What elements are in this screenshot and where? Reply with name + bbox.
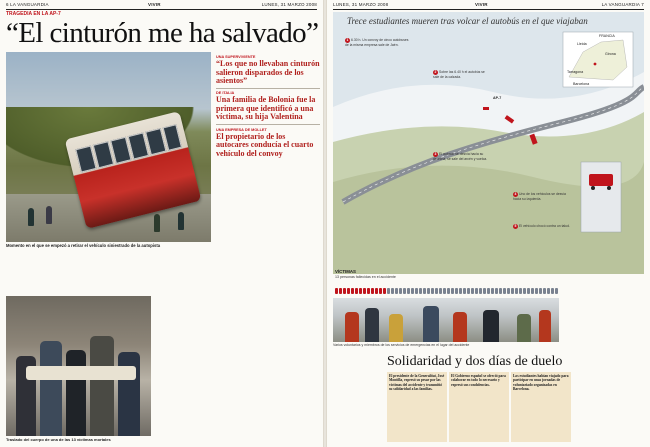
sidebar-head: El propietario de los autocares conducía el cuarto vehículo del convoy [216,131,314,158]
victim-survivor-icon [471,288,474,294]
victim-survivor-icon [403,288,406,294]
victims-heading: VÍCTIMAS [335,269,356,274]
solidarity-headline: Solidaridad y dos días de duelo [387,354,563,369]
victim-fatal-icon [367,288,370,294]
folio-right: LA VANGUARDIA 7 [601,2,644,7]
map-label-barcelona: Barcelona [573,82,590,86]
victim-fatal-icon [343,288,346,294]
victim-survivor-icon [431,288,434,294]
victim-fatal-icon [335,288,338,294]
folio-section: VIVIR [148,2,161,7]
victim-survivor-icon [539,288,542,294]
headline: “El cinturón me ha salvado” [6,17,319,49]
victim-survivor-icon [411,288,414,294]
victim-survivor-icon [459,288,462,294]
sidebar-kicker: UNA EMPRESA DE MOLLET [216,127,267,132]
victim-survivor-icon [455,288,458,294]
victim-fatal-icon [371,288,374,294]
victim-survivor-icon [543,288,546,294]
victim-fatal-icon [363,288,366,294]
victim-fatal-icon [355,288,358,294]
infographic-note: 4 Uno de los vehículos se desvía hacia su izquierda. [513,192,566,201]
victim-survivor-icon [551,288,554,294]
victim-survivor-icon [427,288,430,294]
infographic-note: 3 El autocar se desvía hacia su derecha, se sale del arcén y vuelca. [433,152,488,161]
folio-date: LUNES, 31 MARZO 2008 [333,2,389,7]
victim-survivor-icon [395,288,398,294]
victim-survivor-icon [511,288,514,294]
accident-infographic [333,12,644,274]
sidebar-head: Una familia de Bolonia fue la primera que identificó a una víctima, su hija Valentina [216,95,316,122]
photo2-caption: Traslado del cuerpo de una de las 13 víctimas mortales [6,437,111,442]
victim-fatal-icon [375,288,378,294]
sidebar-head: “Los que no llevaban cinturón salieron disparados de los asientos” [216,59,320,86]
highlight-box: Los estudiantes habían viajado para participar en unas jornadas de voluntariado organizadas en Barcelona. [511,372,571,442]
highlight-box: El presidente de la Generalitat, José Montilla, expresó su pesar por las víctimas del accidente y transmitió su solidaridad a las familias. [387,372,447,442]
victim-survivor-icon [439,288,442,294]
victims-pictogram [335,281,646,289]
infographic-title: Trece estudiantes mueren tras volcar el autobús en el que viajaban [347,16,588,26]
victim-survivor-icon [435,288,438,294]
highlight-box: El Gobierno español se ofreció para colaborar en todo lo necesario y expresó sus condolencias. [449,372,509,442]
photo-stretcher [6,296,151,436]
victim-survivor-icon [531,288,534,294]
section-tag: TRAGEDIA EN LA AP-7 [6,11,61,17]
victim-survivor-icon [519,288,522,294]
victim-survivor-icon [523,288,526,294]
victim-survivor-icon [475,288,478,294]
right-page [327,0,650,447]
infographic-note: 2 Sobre las 6.40 h el autobús se sale de la calzada. [433,70,485,79]
victim-survivor-icon [547,288,550,294]
folio-left: 6 LA VANGUARDIA [6,2,49,7]
infographic-note: 5 El vehículo chocó contra un talud. [514,224,570,228]
victim-survivor-icon [491,288,494,294]
victim-survivor-icon [447,288,450,294]
folio-date: LUNES, 31 MARZO 2008 [261,2,317,7]
victim-survivor-icon [387,288,390,294]
folio-rule [333,9,644,10]
victim-fatal-icon [383,288,386,294]
victims-subheading: 13 personas fallecidas en el accidente [335,275,396,279]
victim-survivor-icon [463,288,466,294]
folio-section: VIVIR [475,2,488,7]
victim-survivor-icon [483,288,486,294]
victim-survivor-icon [407,288,410,294]
map-label-lleida: Lleida [577,42,587,46]
victim-survivor-icon [443,288,446,294]
victim-survivor-icon [503,288,506,294]
map-label-francia: FRANCIA [599,34,615,38]
victim-survivor-icon [391,288,394,294]
victim-survivor-icon [487,288,490,294]
sidebar-kicker: UNA SUPERVIVIENTE [216,55,256,59]
victim-fatal-icon [379,288,382,294]
victim-survivor-icon [467,288,470,294]
sidebar [216,52,320,294]
victim-survivor-icon [495,288,498,294]
infographic-note: 1 6.30 h. Un convoy de cinco autobuses de la misma empresa sale de Jaén. [345,38,409,47]
victim-survivor-icon [535,288,538,294]
victim-survivor-icon [515,288,518,294]
victim-survivor-icon [423,288,426,294]
photo-caption: Momento en el que se empezó a retirar el vehículo siniestrado de la autopista [6,243,161,248]
sidebar-kicker: DE ITALIA [216,91,235,96]
victim-fatal-icon [339,288,342,294]
victim-survivor-icon [451,288,454,294]
victim-fatal-icon [351,288,354,294]
victim-survivor-icon [499,288,502,294]
photo3-caption: Varios voluntarios y miembros de los servicios de emergencias en el lugar del accidente [333,343,470,347]
victim-survivor-icon [419,288,422,294]
victim-fatal-icon [359,288,362,294]
map-label-ap7: AP-7 [493,96,502,100]
victim-fatal-icon [347,288,350,294]
victim-survivor-icon [399,288,402,294]
infographic-svg [333,12,644,274]
victim-survivor-icon [555,288,558,294]
main-photo-bus [6,52,211,242]
left-page [0,0,323,447]
map-label-girona: Girona [605,52,616,56]
victim-survivor-icon [479,288,482,294]
map-label-tarragona: Tarragona [567,70,584,74]
victim-survivor-icon [507,288,510,294]
folio-rule [6,9,317,10]
photo-rescuers [333,298,559,342]
victim-survivor-icon [415,288,418,294]
victim-survivor-icon [527,288,530,294]
